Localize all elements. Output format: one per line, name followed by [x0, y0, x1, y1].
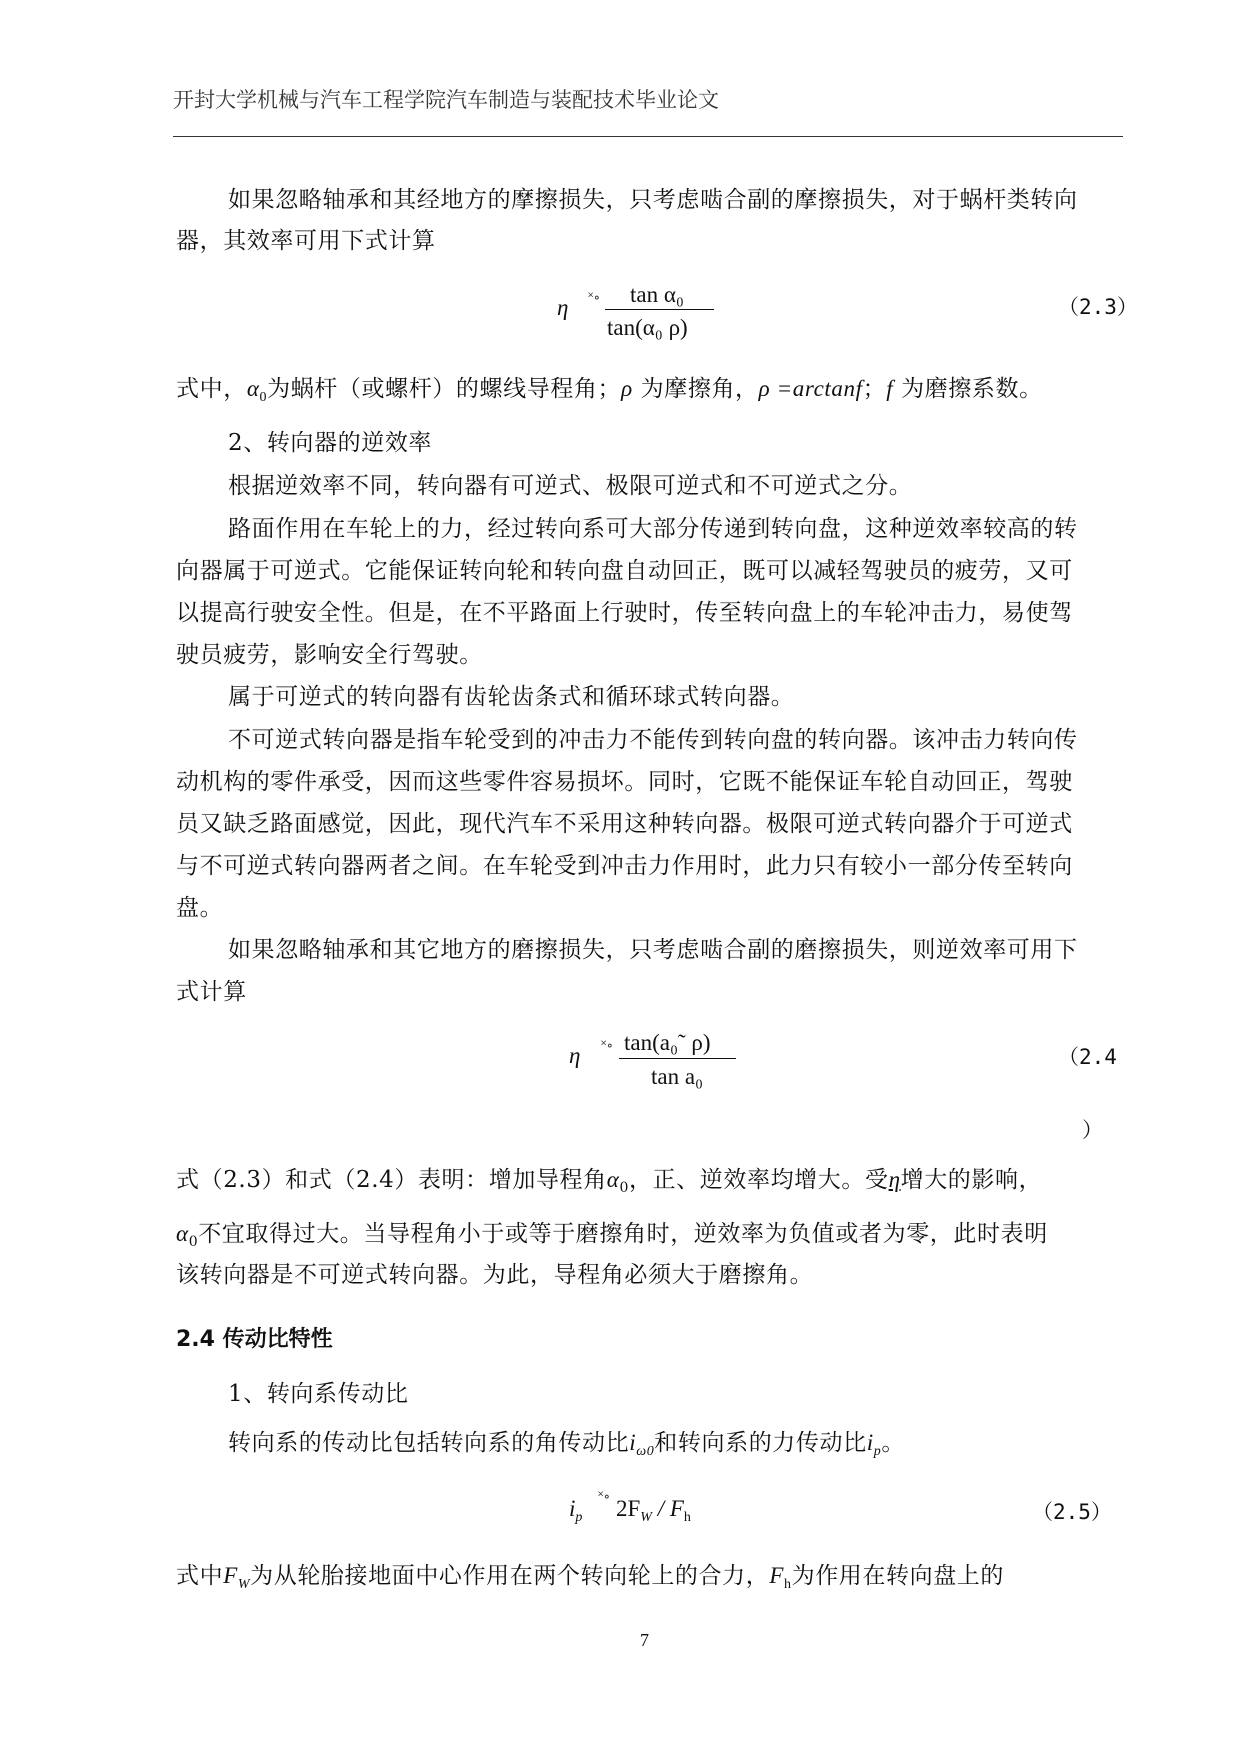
equation-lhs	[569, 1496, 582, 1526]
document-header-title: 开封大学机械与汽车工程学院汽车制造与装配技术毕业论文	[173, 88, 719, 112]
approx-glyph: ˟∘	[601, 1038, 614, 1054]
alpha-symbol: α	[176, 1221, 189, 1246]
fraction-bar	[619, 1058, 736, 1059]
text-run: 和转向系的力传动比	[654, 1430, 867, 1456]
page-number: 7	[640, 1630, 649, 1650]
paragraph-line: 驶员疲劳，影响安全行驾驶。	[176, 642, 483, 668]
where-text: 为蜗杆（或螺杆）的螺线导程角；	[267, 376, 622, 402]
equation-number: （2.3）	[1058, 295, 1138, 319]
where-text: ；	[862, 376, 887, 402]
rho-definition: ρ =arctanf	[758, 376, 863, 401]
text-run: 式（2.3）和式（2.4）表明：增加导程角	[176, 1167, 607, 1193]
text-run: 转向系的传动比包括转向系的角传动比	[228, 1430, 630, 1456]
paragraph-line	[176, 1564, 1004, 1592]
paragraph-line: 不可逆式转向器是指车轮受到的冲击力不能传到转向盘的转向器。该冲击力转向传	[228, 727, 1078, 753]
equation-number-tail: ）	[1082, 1118, 1103, 1142]
i-symbol: i	[866, 1430, 874, 1455]
paragraph-line	[228, 1431, 905, 1459]
equation-number: （2.5）	[1032, 1500, 1112, 1524]
fraction-numerator: tan α₀	[630, 282, 684, 307]
text-run: ，正、逆效率均增大。受	[628, 1167, 889, 1193]
alpha-symbol: α	[606, 1167, 620, 1192]
text-run: 增大的影响，	[900, 1167, 1043, 1193]
paragraph-line: 式计算	[176, 979, 247, 1005]
eta-symbol: η	[557, 295, 569, 320]
text-run: / F	[651, 1496, 684, 1521]
i-subscript: ω0	[636, 1444, 655, 1459]
subscript: h	[683, 1510, 691, 1525]
text-run: 不宜取得过大。当导程角小于或等于磨擦角时，逆效率为负值或者为零，此时表明	[198, 1221, 1048, 1247]
F-subscript: h	[783, 1577, 792, 1592]
paragraph-line	[176, 1222, 1048, 1249]
where-clause	[176, 377, 1043, 405]
alpha-subscript: 0	[619, 1180, 629, 1196]
i-subscript: p	[873, 1444, 882, 1459]
paragraph-line: 以提高行驶安全性。但是，在不平路面上行驶时，传至转向盘上的车轮冲击力，易使驾	[176, 600, 1073, 626]
alpha-symbol: α	[246, 376, 260, 401]
F-symbol: F	[769, 1563, 784, 1588]
i-subscript: p	[575, 1510, 583, 1525]
text-run: 。	[881, 1430, 905, 1456]
F-subscript: W	[237, 1577, 251, 1592]
approx-glyph: ˟∘	[598, 1489, 611, 1505]
paragraph-line: 盘。	[176, 895, 224, 921]
i-symbol: i	[629, 1430, 637, 1455]
list-item-heading: 2、转向器的逆效率	[228, 430, 433, 456]
fraction-denominator: tan(α₀ ρ)	[607, 315, 688, 340]
alpha-subscript: 0	[188, 1234, 199, 1250]
F-symbol: F	[223, 1563, 238, 1588]
header-rule	[173, 136, 1123, 137]
alpha-subscript: 0	[259, 390, 268, 405]
where-text: 式中，	[176, 376, 247, 402]
rho-symbol: ρ	[621, 376, 633, 401]
equation-rhs	[616, 1496, 691, 1526]
eta-symbol: η	[888, 1167, 901, 1192]
where-text: 为磨擦系数。	[893, 376, 1043, 402]
text-run: 式中	[176, 1563, 224, 1589]
text-run: 为作用在转向盘上的	[791, 1563, 1004, 1589]
paragraph-line: 该转向器是不可逆式转向器。为此，导程角必须大于磨擦角。	[176, 1262, 814, 1288]
fraction-denominator: tan a₀	[651, 1064, 704, 1089]
paragraph-line: 路面作用在车轮上的力，经过转向系可大部分传递到转向盘，这种逆效率较高的转	[228, 516, 1078, 542]
subscript: W	[640, 1510, 652, 1525]
equation-number: （2.4	[1058, 1045, 1117, 1069]
i-symbol: i	[569, 1496, 576, 1521]
section-heading: 2.4 传动比特性	[176, 1327, 333, 1352]
fraction-numerator: tan(a₀˜ ρ)	[624, 1030, 711, 1055]
fraction-bar	[605, 309, 714, 310]
paragraph-line: 如果忽略轴承和其经地方的摩擦损失，只考虑啮合副的摩擦损失，对于蜗杆类转向	[228, 187, 1078, 213]
paragraph-line: 与不可逆式转向器两者之间。在车轮受到冲击力作用时，此力只有较小一部分传至转向	[176, 853, 1073, 879]
approx-glyph: ˟∘	[588, 290, 601, 306]
paragraph-line: 动机构的零件承受，因而这些零件容易损坏。同时，它既不能保证车轮自动回正，驾驶	[176, 769, 1073, 795]
list-item-heading: 1、转向系传动比	[228, 1381, 409, 1407]
paragraph-line: 如果忽略轴承和其它地方的磨擦损失，只考虑啮合副的磨擦损失，则逆效率可用下	[228, 937, 1078, 963]
eta-symbol: η	[569, 1043, 581, 1068]
text-run: 为从轮胎接地面中心作用在两个转向轮上的合力，	[250, 1563, 770, 1589]
f-symbol: f	[886, 376, 894, 401]
paragraph-line: 向器属于可逆式。它能保证转向轮和转向盘自动回正，既可以减轻驾驶员的疲劳，又可	[176, 558, 1073, 584]
paragraph-line: 根据逆效率不同，转向器有可逆式、极限可逆式和不可逆式之分。	[228, 473, 913, 499]
where-text: 为摩擦角，	[632, 376, 759, 402]
paragraph-line: 属于可逆式的转向器有齿轮齿条式和循环球式转向器。	[228, 684, 795, 710]
paragraph-line	[176, 1168, 1042, 1195]
paragraph-line: 员又缺乏路面感觉，因此，现代汽车不采用这种转向器。极限可逆式转向器介于可逆式	[176, 811, 1073, 837]
text-run: 2F	[616, 1496, 641, 1521]
paragraph-line: 器，其效率可用下式计算	[176, 228, 436, 254]
